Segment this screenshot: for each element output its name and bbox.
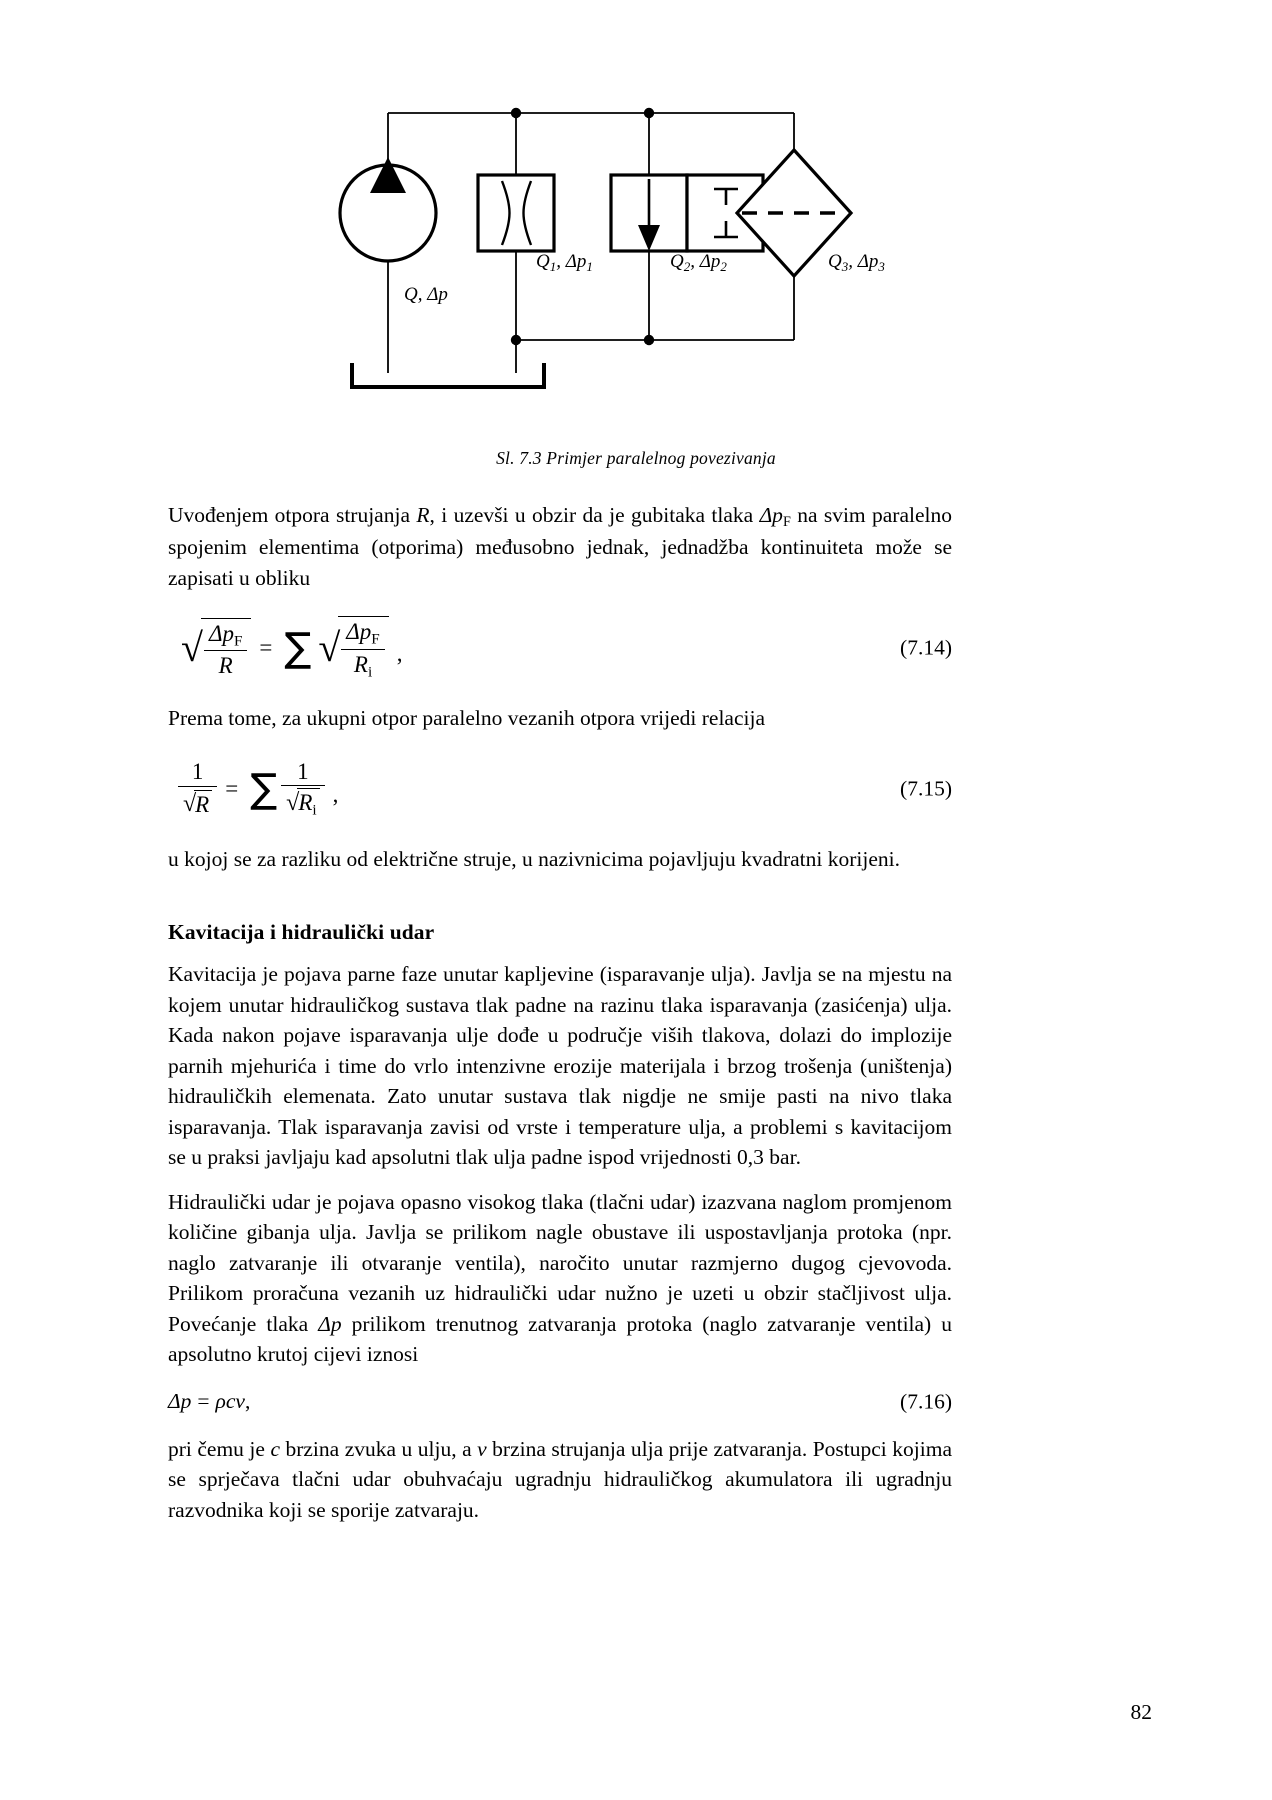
eq716-trailing-comma: , xyxy=(244,1389,251,1414)
fraction-rhs-715 xyxy=(281,759,324,819)
equation-7-15-expression xyxy=(178,759,338,819)
fraction-rhs-714 xyxy=(341,619,384,680)
figure-label-filter: $Q_3$, $\Delta p_3$ xyxy=(828,251,885,274)
fraction-lhs-714-denominator: R xyxy=(218,652,233,678)
fraction-lhs-715-numerator: 1 xyxy=(178,759,217,787)
fraction-lhs-715 xyxy=(178,759,217,817)
R-symbol: R xyxy=(353,651,368,677)
dp-symbol-2: Δp xyxy=(346,619,372,645)
symbol-delta-p-2: Δp xyxy=(318,1311,342,1336)
dp-subscript: F xyxy=(233,631,243,649)
radical-sign-icon-2: √ xyxy=(318,625,341,671)
junction-node-top-1 xyxy=(511,108,521,118)
sqrt-rhs-714 xyxy=(315,616,388,680)
eq716-equals: = xyxy=(197,1389,210,1414)
sqrt-lhs-714 xyxy=(178,618,251,679)
sqrt-lhs-714-content xyxy=(201,618,251,679)
paragraph-prema-tome: Prema tome, za ukupni otpor paralelno vezanih otpora vrijedi relacija xyxy=(168,706,765,731)
p6-text-c: brzina strujanja ulja prije zatvaranja. Postupci kojima se sprječava tlačni udar obuhvaćaju ugradnju hidrauličkog akumulatora ili ugradnju razvodnika koji se sporije zatvaraju. xyxy=(168,1436,952,1522)
page-number: 82 xyxy=(1130,1700,1152,1724)
eq716-v: v xyxy=(235,1389,245,1414)
equation-716-number: (7.16) xyxy=(900,1389,952,1414)
figure-label-valve: $Q_2$, $\Delta p_2$ xyxy=(670,251,727,274)
radical-sign-icon: √ xyxy=(181,625,203,671)
equals-sign-715: = xyxy=(225,775,239,801)
dp-subscript-2: F xyxy=(371,630,380,648)
p1-text-c: na svim paralelno spojenim elementima (otporima) međusobno jednak, jednadžba kontinuiteta može se zapisati u obliku xyxy=(168,503,952,590)
paragraph-hidraulicki-udar xyxy=(168,1187,952,1370)
p6-text-b: brzina zvuka u ulju, a xyxy=(279,1436,478,1461)
symbol-delta-p-subscript: F xyxy=(782,513,791,530)
fraction-lhs-714-numerator xyxy=(204,621,247,651)
R-symbol-2: R xyxy=(298,790,313,816)
dp-symbol: Δp xyxy=(208,620,234,646)
p1-text-a: Uvođenjem otpora strujanja xyxy=(168,503,417,527)
summation-sign-714: ∑ xyxy=(284,625,312,672)
eq716-rho: ρ xyxy=(215,1389,226,1414)
figure-label-throttle: $Q_1$, $\Delta p_1$ xyxy=(536,251,593,274)
equation-715-number: (7.15) xyxy=(900,776,952,801)
fraction-rhs-715-denominator xyxy=(281,786,324,818)
symbol-v: v xyxy=(477,1436,487,1461)
equation-7-16-row xyxy=(168,1384,952,1420)
fraction-rhs-715-numerator: 1 xyxy=(281,759,324,787)
symbol-R: R xyxy=(416,503,430,527)
R-subscript-2: i xyxy=(312,801,317,819)
junction-node-top-2 xyxy=(644,108,654,118)
section-heading-kavitacija: Kavitacija i hidraulički udar xyxy=(168,920,435,945)
radical-sign-icon-4: √ xyxy=(286,790,300,817)
paragraph-kavitacija: Kavitacija je pojava parne faze unutar kapljevine (isparavanje ulja). Javlja se na mjestu na kojem unutar hidrauličkog sustava tlak padne na razinu tlaka isparavanja (zasićenja) ulja. Kada nakon pojave isparavanja ulje dođe u područje viših tlakova, dolazi do implozije parnih mjehurića i time do vrlo intenzivne erozije materijala i brzog trošenja (uništenja) hidrauličkih elemenata. Zato unutar sustava tlak nigdje ne smije pasti na nivo tlaka isparavanja. Tlak isparavanja zavisi od vrste i temperature ulja, a problemi s kavitacijom se u praksi javljaju kad apsolutni tlak ulja padne ispod vrijednosti 0,3 bar. xyxy=(168,962,952,1170)
equation-7-14-row xyxy=(168,615,952,681)
fraction-lhs-715-denominator xyxy=(178,787,217,818)
paragraph-pri-cemu xyxy=(168,1434,952,1526)
symbol-c: c xyxy=(270,1436,280,1461)
equation-714-trailing-comma: , xyxy=(396,641,403,667)
figure-label-pump: Q, Δp xyxy=(404,284,448,305)
figure-parallel-connection xyxy=(0,95,1272,405)
p1-text-b: , i uzevši u obzir da je gubitaka tlaka xyxy=(429,503,760,527)
figure-caption: Sl. 7.3 Primjer paralelnog povezivanja xyxy=(496,448,776,468)
radical-sign-icon-3: √ xyxy=(183,790,197,817)
fraction-rhs-714-denominator xyxy=(341,650,384,680)
symbol-delta-p: Δp xyxy=(759,503,783,527)
sqrt-715-rhs-content xyxy=(297,788,319,818)
equation-7-14-expression xyxy=(178,616,403,680)
junction-node-bottom-2 xyxy=(644,335,654,345)
p5-text-a: Hidraulički udar je pojava opasno visokog tlaka (tlačni udar) izazvana naglom promjenom količine gibanja ulja. Javlja se prilikom nagle obustave ili uspostavljanja protoka (npr. naglo zatvaranje ili otvaranje ventila), naročito unutar razmjerno dugog cjevovoda. Prilikom proračuna vezanih uz hidraulički udar nužno je uzeti u obzir stačljivost ulja. Povećanje tlaka xyxy=(168,1189,952,1336)
sqrt-715-lhs-content: R xyxy=(194,790,212,818)
throttle-symbol-box xyxy=(478,175,554,251)
equation-714-number: (7.14) xyxy=(900,635,952,660)
equals-sign-714: = xyxy=(259,635,273,661)
fraction-rhs-714-numerator xyxy=(341,619,384,649)
p6-text-a: pri čemu je xyxy=(168,1436,271,1461)
document-body xyxy=(168,500,952,1525)
fraction-lhs-714 xyxy=(204,621,247,679)
equation-7-16-expression xyxy=(168,1389,250,1414)
sqrt-rhs-714-content xyxy=(338,616,388,680)
eq716-dp: Δp xyxy=(168,1389,192,1414)
p5-text-b: prilikom trenutnog zatvaranja protoka (naglo zatvaranje ventila) u apsolutno krutoj cijevi iznosi xyxy=(168,1311,953,1367)
R-subscript: i xyxy=(367,662,373,680)
equation-7-15-row xyxy=(168,756,952,822)
paragraph-intro xyxy=(168,500,952,593)
summation-sign-715: ∑ xyxy=(250,765,278,812)
equation-715-trailing-comma: , xyxy=(332,781,339,807)
paragraph-kvadratni-korijeni: u kojoj se za razliku od električne struje, u nazivnicima pojavljuju kvadratni korijeni. xyxy=(168,846,900,871)
hydraulic-circuit-diagram xyxy=(326,95,946,395)
eq716-c: c xyxy=(225,1389,236,1414)
